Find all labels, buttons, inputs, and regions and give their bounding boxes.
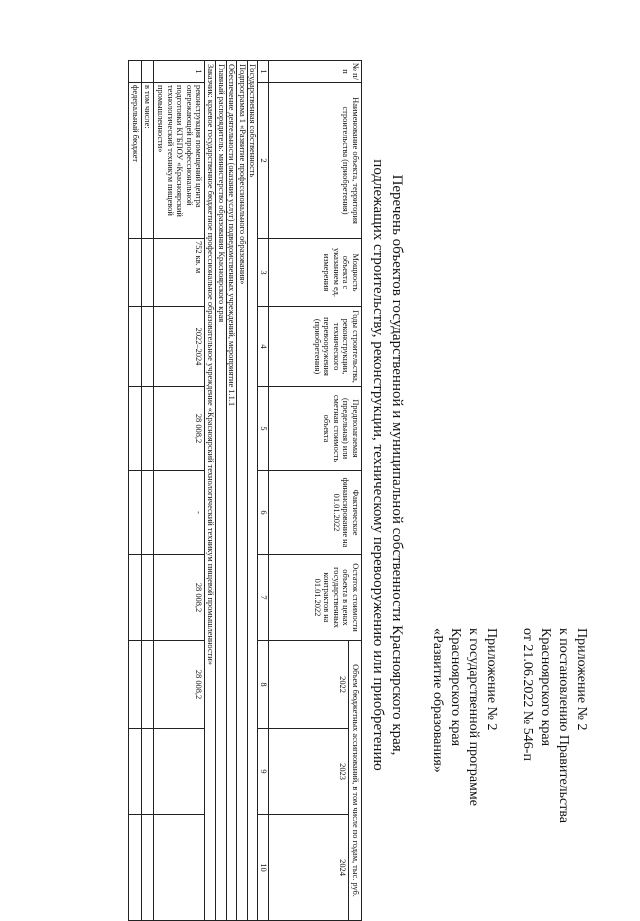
table-row xyxy=(154,61,205,921)
section-subprogram: Подпрограмма 1 «Развитие профессионального образования» xyxy=(237,61,248,921)
header-remaining-cost: Остаток стоимости объекта в ценах государственных контрактов на 01.01.2022 xyxy=(269,555,362,641)
title-line-2: подлежащих строительству, реконструкции, техническому перевооружению или приобретению xyxy=(370,159,386,771)
title-line-1: Перечень объектов государственной и муниципальной собственности Красноярского края, xyxy=(389,174,405,756)
empty-cell xyxy=(141,61,154,83)
column-number: 9 xyxy=(258,729,269,815)
table-row xyxy=(141,61,154,921)
empty-cell xyxy=(129,729,142,815)
row-num: 1 xyxy=(154,61,205,83)
empty-cell xyxy=(129,471,142,555)
section-customer: Заказчик: краевое государственное бюджетное профессиональное образовательное учреждение «Красноярский технологический техникум пищевой промышленности» xyxy=(205,61,216,921)
section-row xyxy=(205,61,216,921)
objects-table xyxy=(128,60,362,921)
header-num: № п/п xyxy=(269,61,362,83)
empty-cell xyxy=(129,239,142,307)
column-number: 6 xyxy=(258,471,269,555)
appendix-block-1 xyxy=(518,628,590,823)
section-activity: Обеспечение деятельности (оказание услуг) подведомственных учреждений, мероприятие 1.1.1 xyxy=(226,61,237,921)
appendix-2-line-2: к государственной программе xyxy=(466,628,481,806)
column-number: 3 xyxy=(258,239,269,307)
appendix-block-2 xyxy=(428,628,500,806)
header-year-2024: 2024 xyxy=(269,815,349,921)
column-number: 2 xyxy=(258,83,269,239)
document-title xyxy=(368,40,406,890)
section-main-manager: Главный распорядитель: министерство образования Красноярского края xyxy=(216,61,227,921)
column-number: 7 xyxy=(258,555,269,641)
section-row xyxy=(237,61,248,921)
column-number: 5 xyxy=(258,387,269,471)
column-number: 10 xyxy=(258,815,269,921)
section-ownership: Государственная собственность xyxy=(247,61,258,921)
empty-cell xyxy=(129,307,142,387)
row-years: 2022–2024 xyxy=(154,307,205,387)
row-remaining-cost: 28 008,2 xyxy=(154,555,205,641)
empty-cell xyxy=(129,61,142,83)
empty-cell xyxy=(141,307,154,387)
empty-cell xyxy=(141,641,154,729)
column-number: 4 xyxy=(258,307,269,387)
section-row xyxy=(247,61,258,921)
header-row-1 xyxy=(349,61,362,921)
empty-cell xyxy=(141,729,154,815)
row-capacity: 752 кв. м xyxy=(154,239,205,307)
empty-cell xyxy=(129,555,142,641)
table-row xyxy=(129,61,142,921)
row-federal-budget: федеральный бюджет xyxy=(129,83,142,239)
column-number: 1 xyxy=(258,61,269,83)
row-including: в том числе: xyxy=(141,83,154,239)
appendix-1-line-2: к постановлению Правительства xyxy=(556,628,571,824)
row-year-2023 xyxy=(154,729,205,815)
appendix-1-line-4: от 21.06.2022 № 546-п xyxy=(520,628,535,761)
header-years: Годы строительства, реконструкции, технического перевооружения (приобретения) xyxy=(269,307,362,387)
header-actual-financing: Фактическое финансирование на 01.01.2022 xyxy=(269,471,362,555)
column-number: 8 xyxy=(258,641,269,729)
appendix-1-line-3: Красноярского края xyxy=(538,628,553,747)
empty-cell xyxy=(129,641,142,729)
empty-cell xyxy=(141,555,154,641)
header-budget-volume: Объем бюджетных ассигнований, в том числе по годам, тыс. руб. xyxy=(349,641,362,921)
appendix-2-line-1: Приложение № 2 xyxy=(484,628,499,731)
header-estimated-cost: Предполагаемая (предельная) или сметная стоимость объекта xyxy=(269,387,362,471)
empty-cell xyxy=(141,387,154,471)
appendix-2-line-4: «Развитие образования» xyxy=(430,628,445,773)
header-year-2023: 2023 xyxy=(269,729,349,815)
row-year-2022: 28 008,2 xyxy=(154,641,205,729)
column-number-row xyxy=(258,61,269,921)
section-row xyxy=(226,61,237,921)
empty-cell xyxy=(141,471,154,555)
empty-cell xyxy=(129,387,142,471)
appendix-2-line-3: Красноярского края xyxy=(448,628,463,747)
empty-cell xyxy=(141,239,154,307)
appendix-1-line-1: Приложение № 2 xyxy=(574,628,589,731)
header-capacity: Мощность объекта с указанием ед. измерения xyxy=(269,239,362,307)
header-name: Наименование объекта, территория строительства (приобретения) xyxy=(269,83,362,239)
section-row xyxy=(216,61,227,921)
row-actual-financing: - xyxy=(154,471,205,555)
header-year-2022: 2022 xyxy=(269,641,349,729)
row-object-name: реконструкция помещений центра опережающей профессиональной подготовки КГБПОУ «Красноярский технологический техникум пищевой промышленности» xyxy=(154,83,205,239)
row-estimated-cost: 28 008,2 xyxy=(154,387,205,471)
